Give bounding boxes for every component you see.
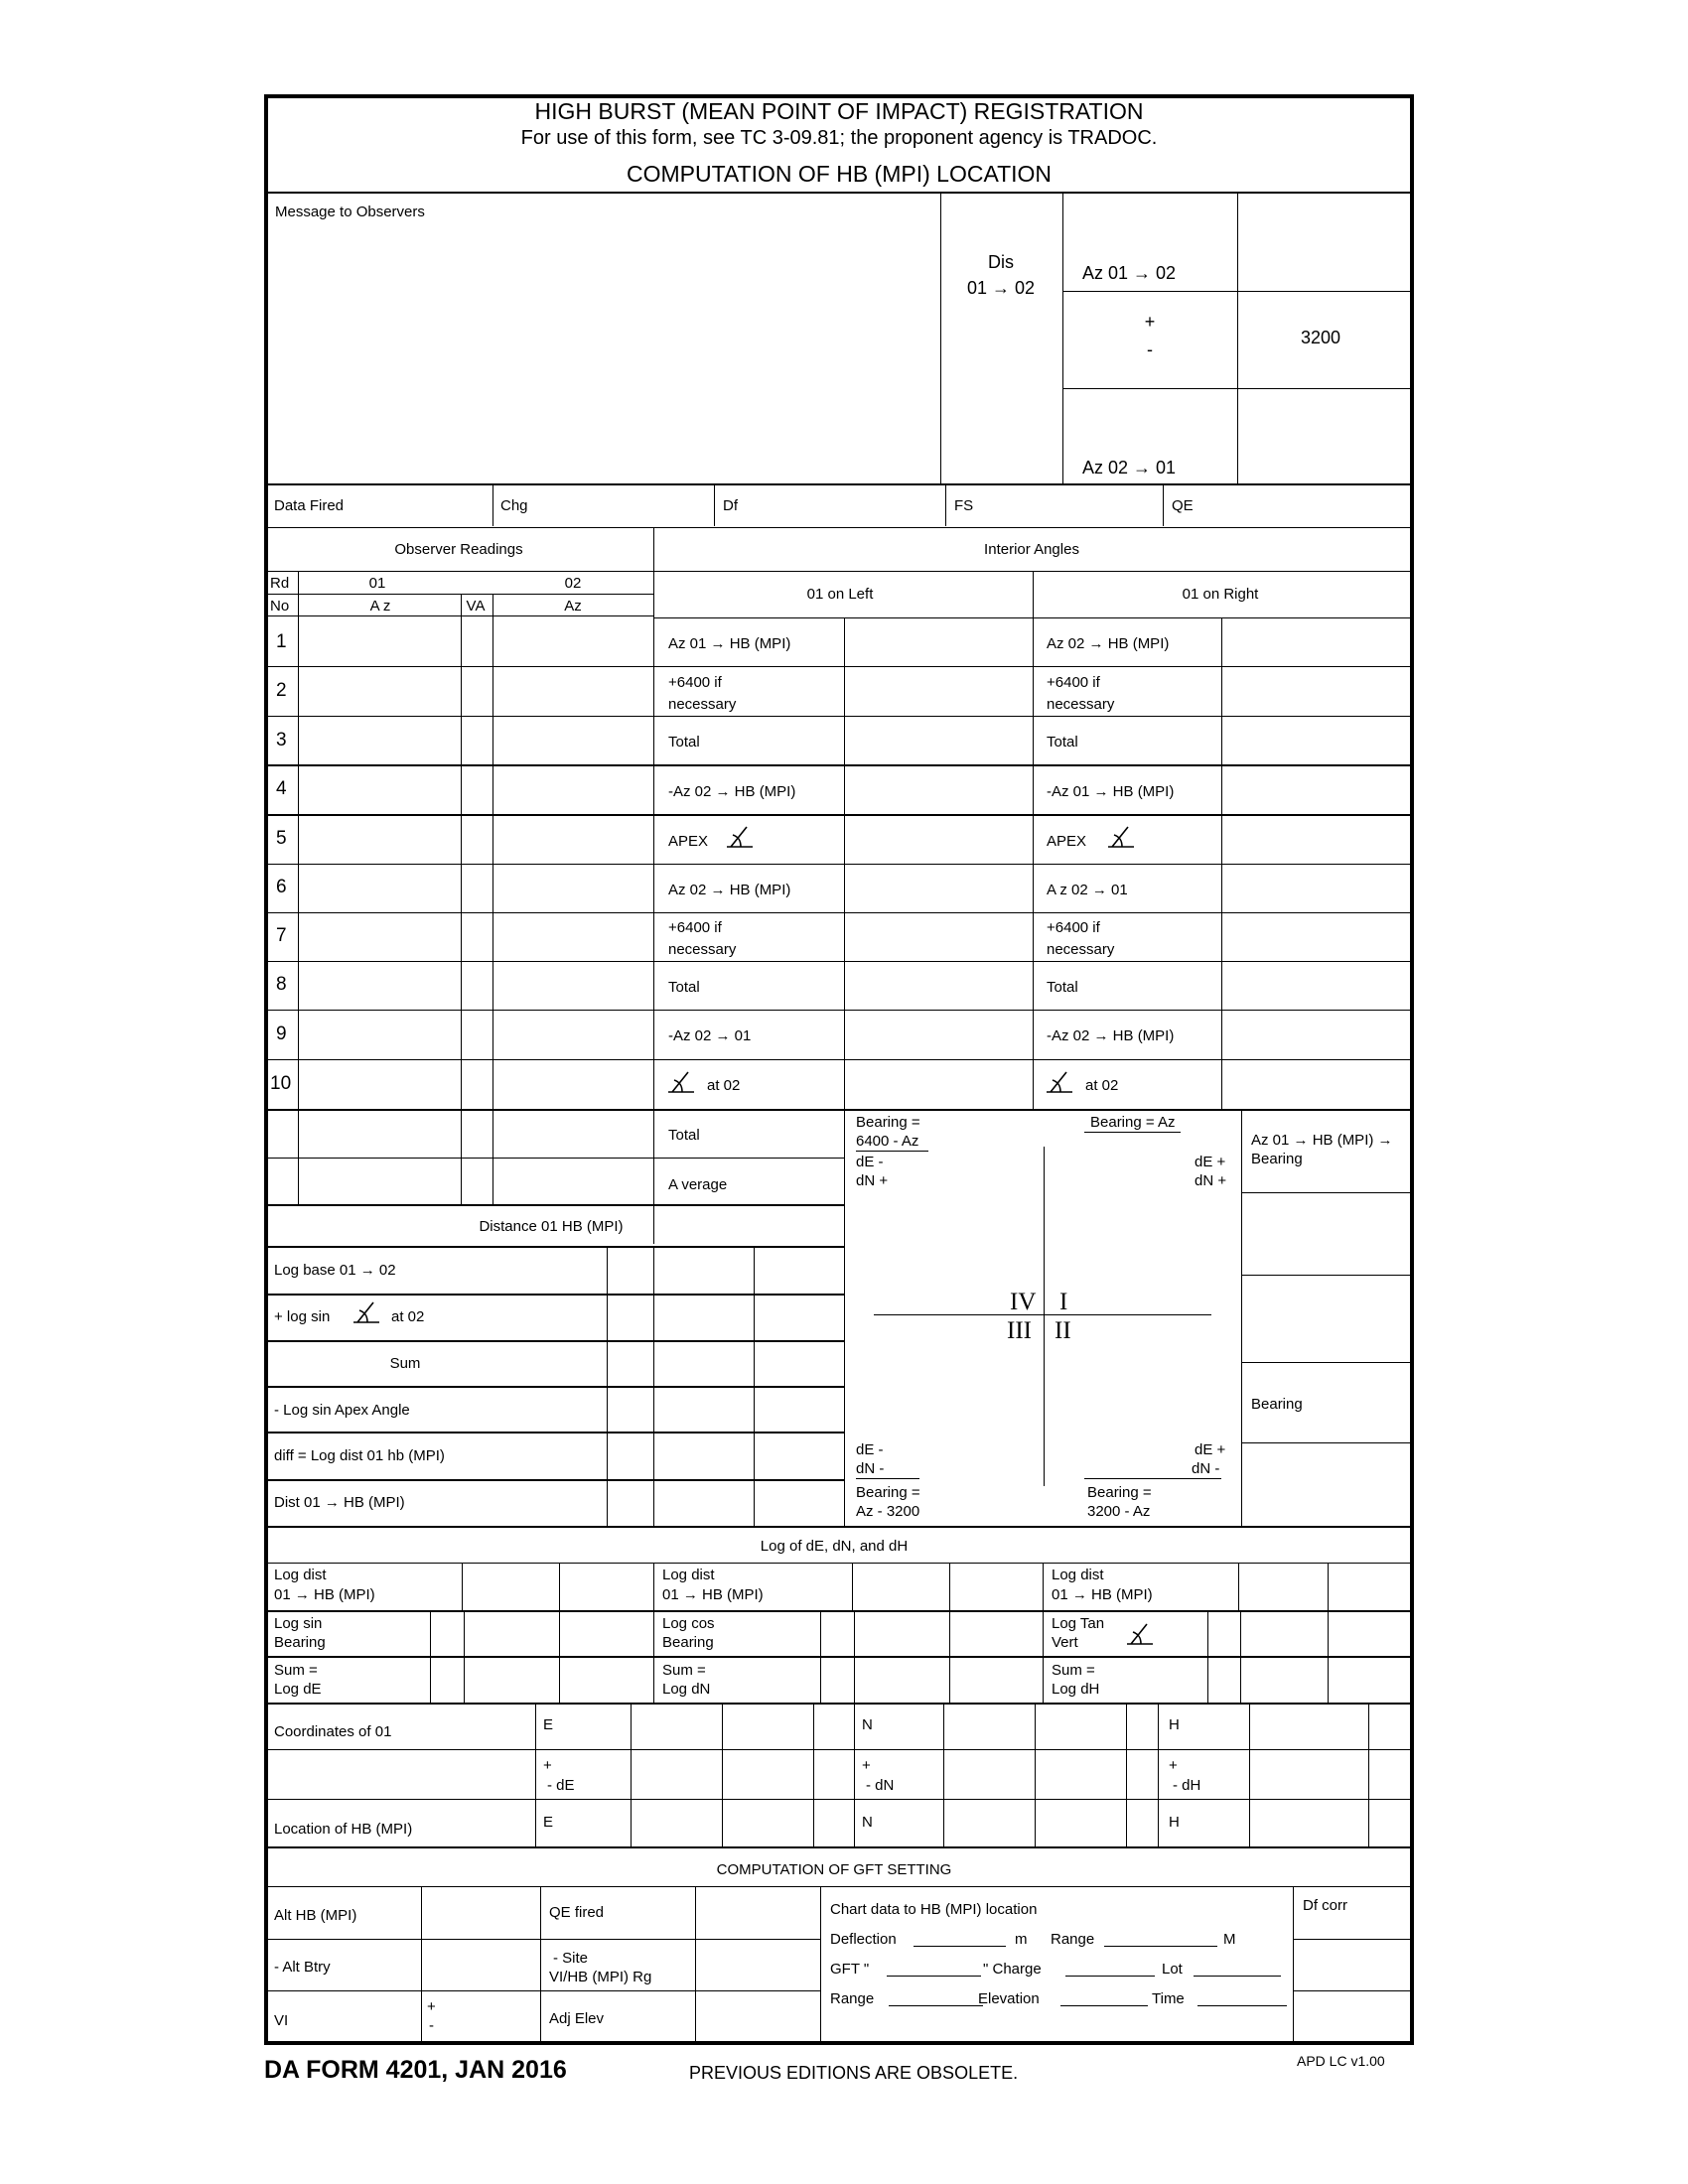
row-number: 9: [276, 1024, 287, 1044]
quadrant-iii: III: [1007, 1317, 1032, 1344]
quad-tl-de: dE -: [856, 1154, 884, 1170]
range2-label: Range: [830, 1990, 875, 2007]
right-row-label: Az 02 → HB (MPI): [1047, 635, 1170, 652]
total-label: Total: [668, 1127, 700, 1144]
right-row-label: Total: [1047, 734, 1078, 751]
log-sin-at02: at 02: [391, 1308, 425, 1325]
data-fired-label: Data Fired: [274, 497, 345, 514]
log-sin-apex-label: - Log sin Apex Angle: [274, 1402, 410, 1419]
row-number: 4: [276, 778, 287, 799]
log-dist-sub: 01 → HB (MPI): [1052, 1586, 1153, 1603]
qe-fired-label: QE fired: [549, 1904, 605, 1921]
angle-icon: [1045, 1070, 1074, 1096]
right-row-label: at 02: [1085, 1077, 1119, 1094]
az2-label: Az: [564, 598, 582, 614]
alt-btry-label: - Alt Btry: [274, 1959, 331, 1976]
diff-log-label: diff = Log dist 01 hb (MPI): [274, 1447, 445, 1464]
log-dist-label: Log dist: [1052, 1567, 1104, 1583]
no-label: No: [270, 598, 290, 614]
left-row-label: necessary: [668, 941, 737, 958]
sum-log-de: Sum =: [274, 1662, 318, 1679]
dn-label: - dN: [866, 1777, 895, 1794]
quad-tl-dn: dN +: [856, 1172, 889, 1189]
left-heading: 01 on Left: [806, 586, 874, 603]
quad-br-dn: dN -: [1084, 1459, 1221, 1479]
angle-icon: [1106, 825, 1136, 851]
right-row-label: necessary: [1047, 696, 1115, 713]
log-sin-label: + log sin: [274, 1308, 331, 1325]
time-field[interactable]: [1197, 2005, 1287, 2006]
site-label: - Site: [553, 1950, 589, 1967]
divider: [266, 192, 1412, 194]
quad-tr-dn: dN +: [1195, 1172, 1227, 1189]
quad-br-de: dE +: [1195, 1441, 1226, 1458]
left-row-label: Az 02 → HB (MPI): [668, 882, 791, 898]
lot-field[interactable]: [1194, 1976, 1281, 1977]
range-label: Range: [1051, 1931, 1095, 1948]
distance-heading: Distance 01 HB (MPI): [479, 1218, 624, 1235]
angle-icon: [1125, 1622, 1155, 1648]
sum-log-dn: Sum =: [662, 1662, 706, 1679]
m-label: m: [1015, 1931, 1028, 1948]
right-row-label: +6400 if: [1047, 919, 1100, 936]
side-bearing-label: Bearing: [1251, 1151, 1303, 1167]
sum-log-dn-sub: Log dN: [662, 1681, 711, 1698]
log-dist-label: Log dist: [662, 1567, 715, 1583]
row-number: 10: [270, 1073, 292, 1094]
deflection-field[interactable]: [914, 1946, 1006, 1947]
charge-field[interactable]: [1065, 1976, 1155, 1977]
row-number: 5: [276, 828, 287, 849]
dh-label: - dH: [1173, 1777, 1201, 1794]
log-sin-bearing: Log sin: [274, 1615, 323, 1632]
log-sin-bearing-sub: Bearing: [274, 1634, 326, 1651]
row-number: 8: [276, 974, 287, 995]
row-number: 1: [276, 631, 287, 652]
sum-log-dh: Sum =: [1052, 1662, 1095, 1679]
location-label: Location of HB (MPI): [274, 1821, 413, 1838]
log-cos-bearing: Log cos: [662, 1615, 715, 1632]
quad-bl-de: dE -: [856, 1441, 884, 1458]
angle-icon: [352, 1300, 381, 1326]
left-row-label: Az 01 → HB (MPI): [668, 635, 791, 652]
quad-bl-bearing: Bearing =: [856, 1484, 920, 1501]
right-row-label: necessary: [1047, 941, 1115, 958]
log-tan-vert: Log Tan: [1052, 1615, 1105, 1632]
right-row-label: -Az 02 → HB (MPI): [1047, 1027, 1175, 1044]
log-dist-sub: 01 → HB (MPI): [274, 1586, 375, 1603]
df-label: Df: [723, 497, 738, 514]
dist-label: Dist 01 → HB (MPI): [274, 1494, 405, 1511]
right-heading: 01 on Right: [1182, 586, 1259, 603]
n-label: N: [862, 1814, 873, 1831]
e-label: E: [543, 1716, 554, 1733]
right-row-label: APEX: [1047, 833, 1087, 850]
rd-label: Rd: [270, 575, 290, 592]
alt-hb-label: Alt HB (MPI): [274, 1907, 357, 1924]
message-label: Message to Observers: [275, 204, 425, 220]
log-base-label: Log base 01 → 02: [274, 1262, 396, 1279]
obsolete-notice: PREVIOUS EDITIONS ARE OBSOLETE.: [689, 2063, 1019, 2083]
quadrant-iv: IV: [1010, 1289, 1037, 1315]
lot-label: Lot: [1162, 1961, 1183, 1978]
gft-label: GFT ": [830, 1961, 870, 1978]
quad-bl-dn: dN -: [856, 1459, 919, 1479]
de-label: - dE: [547, 1777, 575, 1794]
left-row-label: -Az 02 → HB (MPI): [668, 783, 796, 800]
va-label: VA: [466, 598, 486, 614]
left-row-label: at 02: [707, 1077, 741, 1094]
sum-label: Sum: [389, 1355, 421, 1372]
row-number: 3: [276, 730, 287, 751]
log-tan-vert-sub: Vert: [1052, 1634, 1078, 1651]
left-row-label: Total: [668, 979, 700, 996]
quad-tl-bearing: Bearing =: [856, 1114, 920, 1131]
row-number: 7: [276, 925, 287, 946]
fs-label: FS: [954, 497, 974, 514]
df-corr-label: Df corr: [1303, 1897, 1347, 1914]
sum-log-dh-sub: Log dH: [1052, 1681, 1100, 1698]
message-field[interactable]: [268, 224, 939, 473]
deflection-label: Deflection: [830, 1931, 897, 1948]
right-row-label: +6400 if: [1047, 674, 1100, 691]
range2-field[interactable]: [889, 2005, 983, 2006]
dis-label: Dis: [988, 252, 1014, 272]
az-01-02-label: Az 01 → 02: [1082, 263, 1177, 283]
log-dist-label: Log dist: [274, 1567, 327, 1583]
average-label: A verage: [668, 1176, 728, 1193]
row-number: 2: [276, 680, 287, 701]
h-label: H: [1169, 1716, 1180, 1733]
left-row-label: +6400 if: [668, 674, 722, 691]
time-label: Time: [1152, 1990, 1185, 2007]
quad-br-bearing: Bearing =: [1087, 1484, 1152, 1501]
observer-readings-heading: Observer Readings: [394, 541, 523, 558]
elevation-label: Elevation: [978, 1990, 1040, 2007]
left-row-label: +6400 if: [668, 919, 722, 936]
chg-label: Chg: [500, 497, 528, 514]
form-number: DA FORM 4201, JAN 2016: [264, 2056, 567, 2084]
plus-sign: +: [1144, 312, 1156, 332]
quad-br-formula: 3200 - Az: [1087, 1503, 1151, 1520]
quad-tr-de: dE +: [1195, 1154, 1226, 1170]
right-row-label: Total: [1047, 979, 1078, 996]
site-sub-label: VI/HB (MPI) Rg: [549, 1969, 652, 1985]
az-02-01-field[interactable]: [1239, 390, 1410, 481]
plus-label: +: [862, 1757, 871, 1774]
az-label: A z: [369, 598, 391, 614]
big-m-label: M: [1223, 1931, 1236, 1948]
section-title: COMPUTATION OF HB (MPI) LOCATION: [626, 161, 1053, 187]
form-title: HIGH BURST (MEAN POINT OF IMPACT) REGISTRATION: [534, 98, 1144, 124]
charge-label: " Charge: [983, 1961, 1042, 1978]
coordinates-label: Coordinates of 01: [274, 1723, 392, 1740]
az-01-02-field[interactable]: [1239, 196, 1410, 289]
log-heading: Log of dE, dN, and dH: [760, 1538, 909, 1555]
gft-heading: COMPUTATION OF GFT SETTING: [716, 1861, 952, 1878]
right-row-label: -Az 01 → HB (MPI): [1047, 783, 1175, 800]
quad-tr-bearing: Bearing = Az: [1084, 1113, 1181, 1133]
version-label: APD LC v1.00: [1297, 2053, 1385, 2069]
h-label: H: [1169, 1814, 1180, 1831]
plus-label: +: [427, 1998, 436, 2015]
vi-label: VI: [274, 2012, 289, 2029]
left-row-label: Total: [668, 734, 700, 751]
log-dist-sub: 01 → HB (MPI): [662, 1586, 764, 1603]
left-row-label: APEX: [668, 833, 709, 850]
chart-data-label: Chart data to HB (MPI) location: [830, 1901, 1038, 1918]
elevation-field[interactable]: [1060, 2005, 1148, 2006]
quad-bl-formula: Az - 3200: [856, 1503, 920, 1520]
left-row-label: necessary: [668, 696, 737, 713]
minus-sign: -: [1147, 340, 1153, 359]
side-az-label: Az 01 → HB (MPI) →: [1251, 1132, 1393, 1149]
value-3200: 3200: [1300, 328, 1341, 347]
quad-tl-formula: 6400 - Az: [856, 1132, 928, 1152]
row-number: 6: [276, 877, 287, 897]
minus-label: -: [429, 2017, 434, 2034]
qe-label: QE: [1172, 497, 1194, 514]
angle-icon: [725, 825, 755, 851]
adj-elev-label: Adj Elev: [549, 2010, 605, 2027]
dis-sub: 01 → 02: [966, 278, 1036, 298]
col-01-label: 01: [368, 575, 386, 592]
plus-label: +: [543, 1757, 552, 1774]
form-subtitle: For use of this form, see TC 3-09.81; the proponent agency is TRADOC.: [520, 127, 1158, 149]
sum-log-de-sub: Log dE: [274, 1681, 322, 1698]
col-02-label: 02: [564, 575, 582, 592]
quadrant-i: I: [1059, 1289, 1068, 1315]
range-field[interactable]: [1104, 1946, 1217, 1947]
quadrant-ii: II: [1055, 1317, 1071, 1344]
angle-icon: [666, 1070, 696, 1096]
plus-label: +: [1169, 1757, 1178, 1774]
side-bearing: Bearing: [1251, 1396, 1303, 1413]
n-label: N: [862, 1716, 873, 1733]
right-row-label: A z 02 → 01: [1047, 882, 1128, 898]
log-cos-bearing-sub: Bearing: [662, 1634, 714, 1651]
left-row-label: -Az 02 → 01: [668, 1027, 752, 1044]
interior-angles-heading: Interior Angles: [984, 541, 1079, 558]
az-02-01-label: Az 02 → 01: [1082, 458, 1177, 478]
gft-field[interactable]: [887, 1976, 981, 1977]
e-label: E: [543, 1814, 554, 1831]
